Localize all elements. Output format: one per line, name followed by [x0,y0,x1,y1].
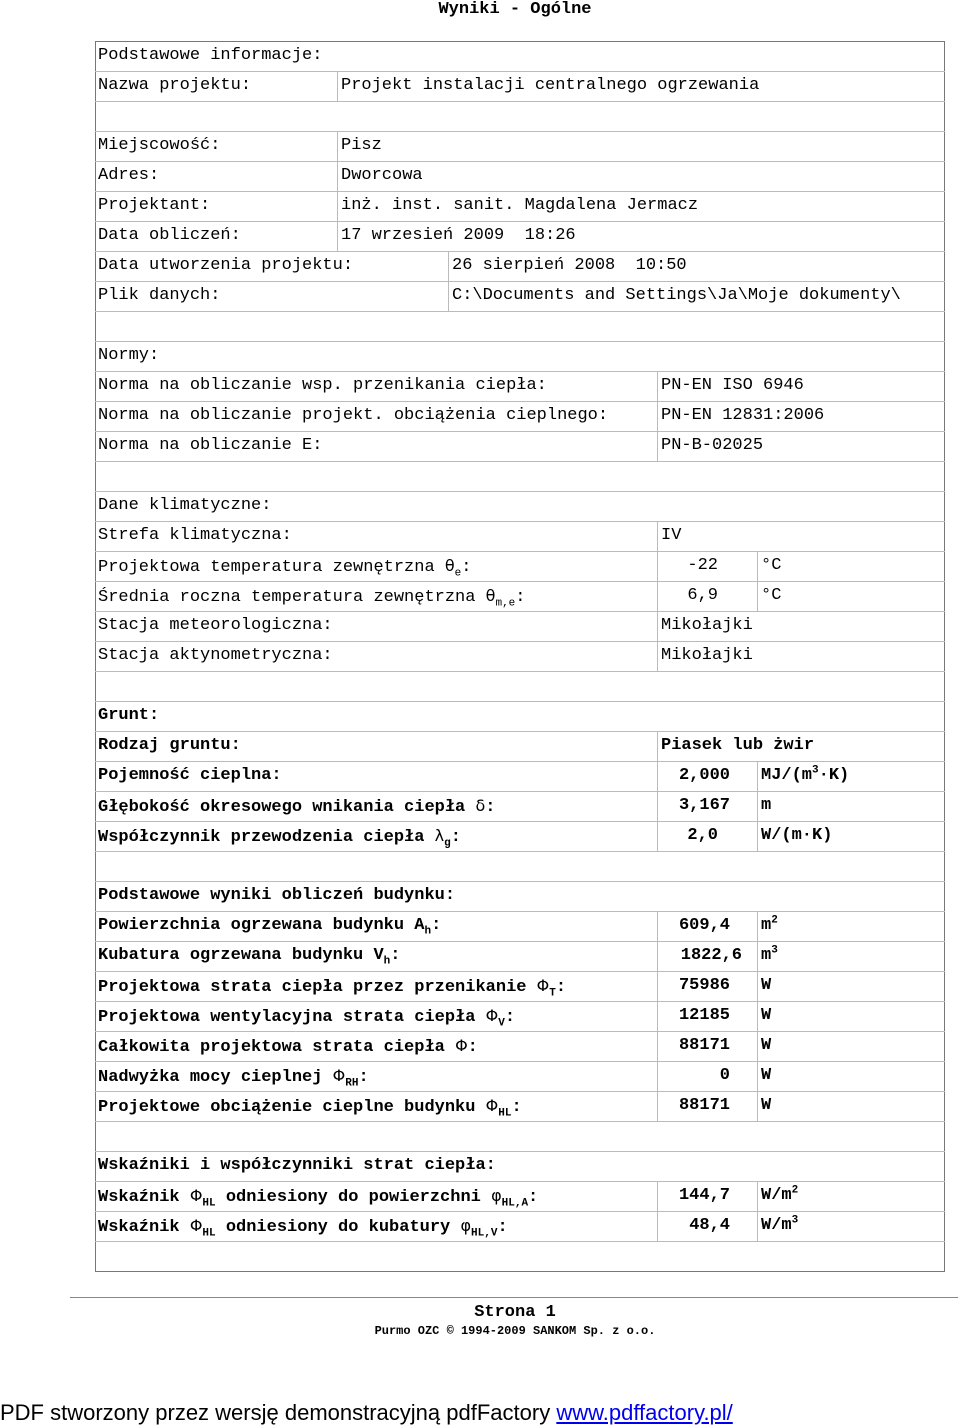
norm-row [95,431,945,461]
pdffactory-link[interactable]: www.pdffactory.pl/ [556,1400,733,1425]
created-row [95,251,945,281]
value: Piasek lub żwir [661,736,815,755]
unit: $m^2$ [761,914,778,935]
unit: m [761,796,772,815]
ventilation-loss-row [95,1001,945,1031]
page-title: Wyniki - Ogólne [438,0,592,19]
unit: W [761,976,772,995]
value: Pisz [341,136,382,155]
heat-load-row [95,1091,945,1121]
label: Norma na obliczanie projekt. obciążenia cieplnego: [98,406,609,425]
label: Wskaźnik $\Phi_{HL}$ odniesiony do kubatury $\varphi_{HL,V}$: [98,1216,508,1240]
value: Projekt instalacji centralnego ogrzewania [341,76,760,95]
value: 2,000 [678,766,730,785]
label: Data utworzenia projektu: [98,256,354,275]
value: Mikołajki [661,616,753,635]
calc-date-row [95,221,945,251]
label: Plik danych: [98,286,221,305]
unit: W [761,1036,772,1055]
indicators-section [95,1151,945,1181]
penetration-depth-row [95,791,945,821]
value: IV [661,526,682,545]
unit: W [761,1066,772,1085]
unit: $m^3$ [761,944,778,965]
ground-section [95,701,945,731]
section-header: Podstawowe wyniki obliczeń budynku: [98,886,456,905]
heated-area-row [95,911,945,941]
section-header: Podstawowe informacje: [98,46,323,65]
heated-volume-row [95,941,945,971]
total-loss-row [95,1031,945,1061]
norms-section [95,341,945,371]
value: 88171 [678,1096,730,1115]
value: PN-EN 12831:2006 [661,406,825,425]
unit: W/(m·K) [761,826,833,845]
project-name-row [95,71,945,101]
section-header: Grunt: [98,706,160,725]
results-section [95,881,945,911]
footer-divider [70,1297,958,1298]
label: Nazwa projektu: [98,76,252,95]
basic-info-section [95,41,945,71]
label: Głębokość okresowego wnikania ciepła δ: [98,796,496,817]
value: 12185 [678,1006,730,1025]
norm-row [95,401,945,431]
label: Projektowa wentylacyjna strata ciepła $\Phi_V$: [98,1006,516,1030]
unit: °C [761,586,782,605]
heat-capacity-row [95,761,945,791]
label: Całkowita projektowa strata ciepła Φ: [98,1036,478,1057]
section-header: Normy: [98,346,160,365]
transmission-loss-row [95,971,945,1001]
value: 2,0 [687,826,718,845]
area-indicator-row [95,1181,945,1211]
unit: $W/m^3$ [761,1214,799,1235]
page-number: Strona 1 [474,1303,556,1322]
label: Projektowa temperatura zewnętrzna $\theta_e$: [98,556,472,580]
file-row [95,281,945,311]
value: 3,167 [678,796,730,815]
label: Norma na obliczanie E: [98,436,323,455]
reheat-surplus-row [95,1061,945,1091]
unit: W [761,1096,772,1115]
copyright: Purmo OZC © 1994-2009 SANKOM Sp. z o.o. [374,1324,656,1338]
mean-temp-row [95,581,945,611]
label: Projektowa strata ciepła przez przenikanie $\Phi_T$: [98,976,567,1000]
value: 75986 [678,976,730,995]
label: Stacja meteorologiczna: [98,616,333,635]
norm-row [95,371,945,401]
value: Dworcowa [341,166,423,185]
label: Adres: [98,166,160,185]
volume-indicator-row [95,1211,945,1241]
pdf-watermark: PDF stworzony przez wersję demonstracyjną pdfFactory www.pdffactory.pl/ [0,1400,733,1425]
met-station-row [95,611,945,641]
climate-section [95,491,945,521]
label: Kubatura ogrzewana budynku $V_h$: [98,946,401,968]
label: Strefa klimatyczna: [98,526,292,545]
value: 48,4 [689,1216,730,1235]
zone-row [95,521,945,551]
label: Norma na obliczanie wsp. przenikania ciepła: [98,376,547,395]
label: Projektowe obciążenie cieplne budynku $\Phi_{HL}$: [98,1096,522,1120]
value: inż. inst. sanit. Magdalena Jermacz [341,196,699,215]
designer-row [95,191,945,221]
value: 17 wrzesień 2009 18:26 [341,226,576,245]
unit: $W/m^2$ [761,1184,799,1205]
label: Powierzchnia ogrzewana budynku $A_h$: [98,916,442,938]
section-header: Dane klimatyczne: [98,496,272,515]
value: 88171 [678,1036,730,1055]
label: Nadwyżka mocy cieplnej $\Phi_{RH}$: [98,1066,369,1090]
label: Data obliczeń: [98,226,241,245]
value: 0 [719,1066,730,1085]
value: PN-B-02025 [661,436,764,455]
unit: W [761,1006,772,1025]
value: 1822,6 [680,946,742,965]
value: Mikołajki [661,646,753,665]
label: Średnia roczna temperatura zewnętrzna $\theta_{m,e}$: [98,586,526,610]
conductivity-row [95,821,945,851]
value: -22 [687,556,718,575]
value: 144,7 [678,1186,730,1205]
value: 26 sierpień 2008 10:50 [452,256,687,275]
section-header: Wskaźniki i współczynniki strat ciepła: [98,1156,496,1175]
ground-type-row [95,731,945,761]
address-row [95,161,945,191]
act-station-row [95,641,945,671]
unit: °C [761,556,782,575]
label: Miejscowość: [98,136,221,155]
label: Pojemność cieplna: [98,766,282,785]
unit: $MJ/(m^3\cdot K)$ [761,764,850,785]
value: 609,4 [678,916,730,935]
label: Wskaźnik $\Phi_{HL}$ odniesiony do powierzchni $\varphi_{HL,A}$: [98,1186,539,1210]
value: 6,9 [687,586,718,605]
value: PN-EN ISO 6946 [661,376,804,395]
label: Projektant: [98,196,211,215]
label: Stacja aktynometryczna: [98,646,333,665]
label: Współczynnik przewodzenia ciepła $\lambda_g$: [98,826,461,850]
value: C:\Documents and Settings\Ja\Moje dokumenty\ [452,286,901,305]
label: Rodzaj gruntu: [98,736,241,755]
design-temp-row [95,551,945,581]
city-row [95,131,945,161]
